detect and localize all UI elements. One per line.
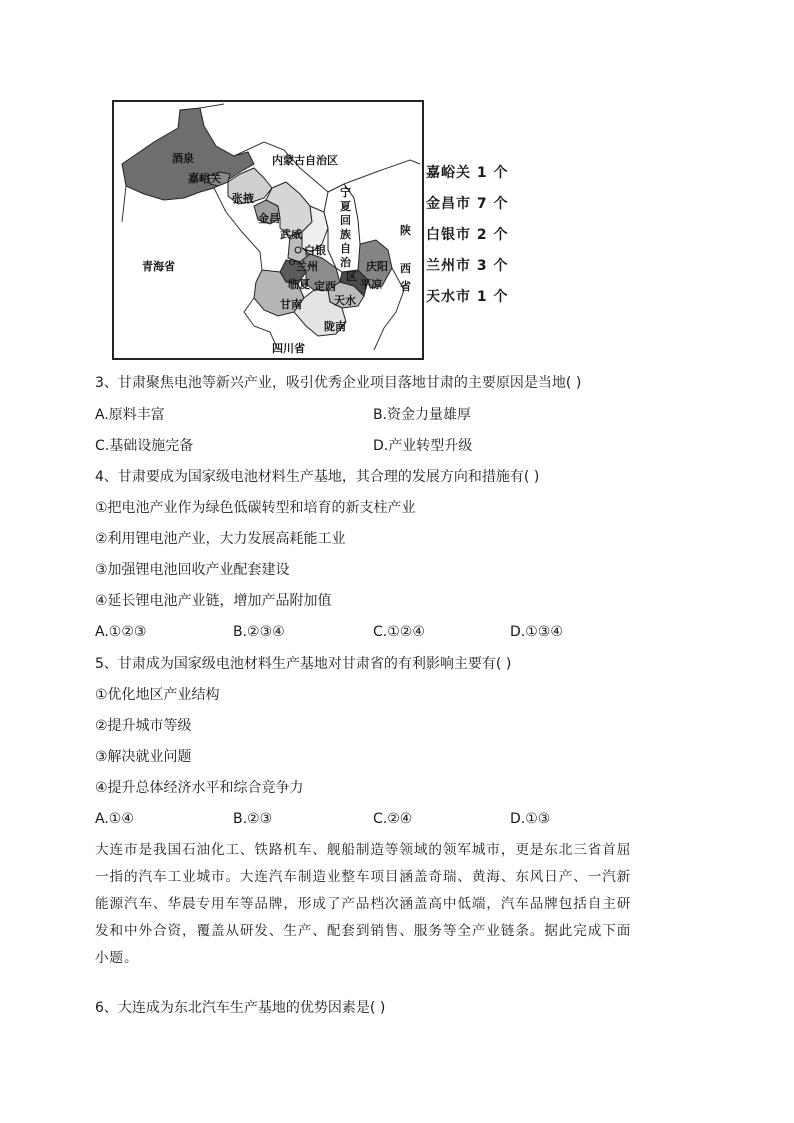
q3-option-b[interactable]: B.资金力量雄厚	[373, 407, 472, 423]
svg-text:夏: 夏	[340, 200, 351, 213]
svg-text:区: 区	[346, 270, 357, 283]
label-jiayuguan: 嘉峪关	[188, 172, 221, 185]
label-pingliang: 平凉	[360, 278, 382, 291]
q4-item-1: ①把电池产业作为绿色低碳转型和培育的新支柱产业	[95, 500, 416, 516]
label-jinchang: 金昌	[258, 212, 280, 225]
svg-text:宁: 宁	[340, 186, 351, 199]
label-tianshui: 天水	[334, 294, 356, 307]
label-longnan: 陇南	[324, 320, 346, 333]
passage-line: 大连市是我国石油化工、铁路机车、舰船制造等领域的领军城市，更是东北三省首屈	[95, 842, 632, 858]
svg-text:回: 回	[340, 214, 351, 227]
svg-text:自: 自	[340, 242, 351, 255]
label-lanzhou: 兰州	[296, 260, 318, 273]
label-wuwei: 武威	[280, 228, 302, 241]
svg-text:省: 省	[400, 280, 411, 293]
q5-option-a[interactable]: A.①④	[95, 811, 134, 827]
count-jinchang: 金昌市 7 个	[426, 196, 509, 212]
label-shaanxi	[400, 223, 411, 293]
dalian-passage	[95, 837, 695, 972]
q4-item-3: ③加强锂电池回收产业配套建设	[95, 562, 290, 578]
label-baiyin: 白银	[304, 244, 326, 257]
gansu-map	[112, 100, 424, 360]
q5-item-1: ①优化地区产业结构	[95, 687, 220, 703]
q5-option-d[interactable]: D.①③	[510, 811, 551, 827]
map-svg	[114, 102, 422, 358]
q4-item-2: ②利用锂电池产业，大力发展高耗能工业	[95, 531, 346, 547]
q4-option-b[interactable]: B.②③④	[233, 624, 285, 640]
count-jiayuguan: 嘉峪关 1 个	[426, 165, 509, 181]
q5-item-3: ③解决就业问题	[95, 749, 192, 765]
label-jiuquan: 酒泉	[172, 152, 194, 165]
q5-item-2: ②提升城市等级	[95, 718, 192, 734]
q4-stem: 4、甘肃要成为国家级电池材料生产基地，其合理的发展方向和措施有( )	[95, 469, 540, 485]
q4-option-a[interactable]: A.①②③	[95, 624, 147, 640]
q5-option-b[interactable]: B.②③	[233, 811, 273, 827]
count-lanzhou: 兰州市 3 个	[426, 258, 509, 274]
q3-option-d[interactable]: D.产业转型升级	[373, 438, 473, 454]
passage-line: 一指的汽车工业城市。大连汽车制造业整车项目涵盖奇瑞、黄海、东风日产、一汽新	[95, 869, 632, 885]
q3-option-c[interactable]: C.基础设施完备	[95, 438, 194, 454]
count-baiyin: 白银市 2 个	[426, 227, 509, 243]
q4-option-d[interactable]: D.①③④	[510, 624, 563, 640]
svg-text:治: 治	[340, 256, 351, 269]
q4-option-c[interactable]: C.①②④	[373, 624, 425, 640]
passage-line: 能源汽车、华晨专用车等品牌，形成了产品档次涵盖高中低端，汽车品牌包括自主研	[95, 896, 632, 912]
svg-text:陕: 陕	[400, 224, 411, 237]
label-dingxi: 定西	[314, 280, 336, 293]
label-qingyang: 庆阳	[366, 260, 388, 273]
svg-text:族: 族	[340, 228, 351, 241]
count-tianshui: 天水市 1 个	[426, 289, 509, 305]
label-linxia: 临夏	[288, 278, 310, 291]
label-qinghai: 青海省	[142, 260, 175, 273]
q5-option-c[interactable]: C.②④	[373, 811, 413, 827]
q4-item-4: ④延长锂电池产业链，增加产品附加值	[95, 593, 332, 609]
battery-enterprise-counts	[426, 160, 516, 315]
passage-line: 小题。	[95, 950, 139, 966]
label-sichuan: 四川省	[272, 342, 305, 355]
label-gannan: 甘南	[280, 298, 302, 311]
q3-option-a[interactable]: A.原料丰富	[95, 407, 165, 423]
passage-line: 发和中外合资，覆盖从研发、生产、配套到销售、服务等全产业链条。据此完成下面	[95, 923, 632, 939]
q3-stem: 3、甘肃聚焦电池等新兴产业，吸引优秀企业项目落地甘肃的主要原因是当地( )	[95, 375, 582, 391]
label-zhangye: 张掖	[232, 192, 254, 205]
q5-stem: 5、甘肃成为国家级电池材料生产基地对甘肃省的有利影响主要有( )	[95, 656, 512, 672]
svg-text:西: 西	[400, 262, 411, 275]
label-inner-mongolia: 内蒙古自治区	[272, 154, 338, 167]
q5-item-4: ④提升总体经济水平和综合竞争力	[95, 780, 304, 796]
q6-stem: 6、大连成为东北汽车生产基地的优势因素是( )	[95, 1000, 386, 1016]
